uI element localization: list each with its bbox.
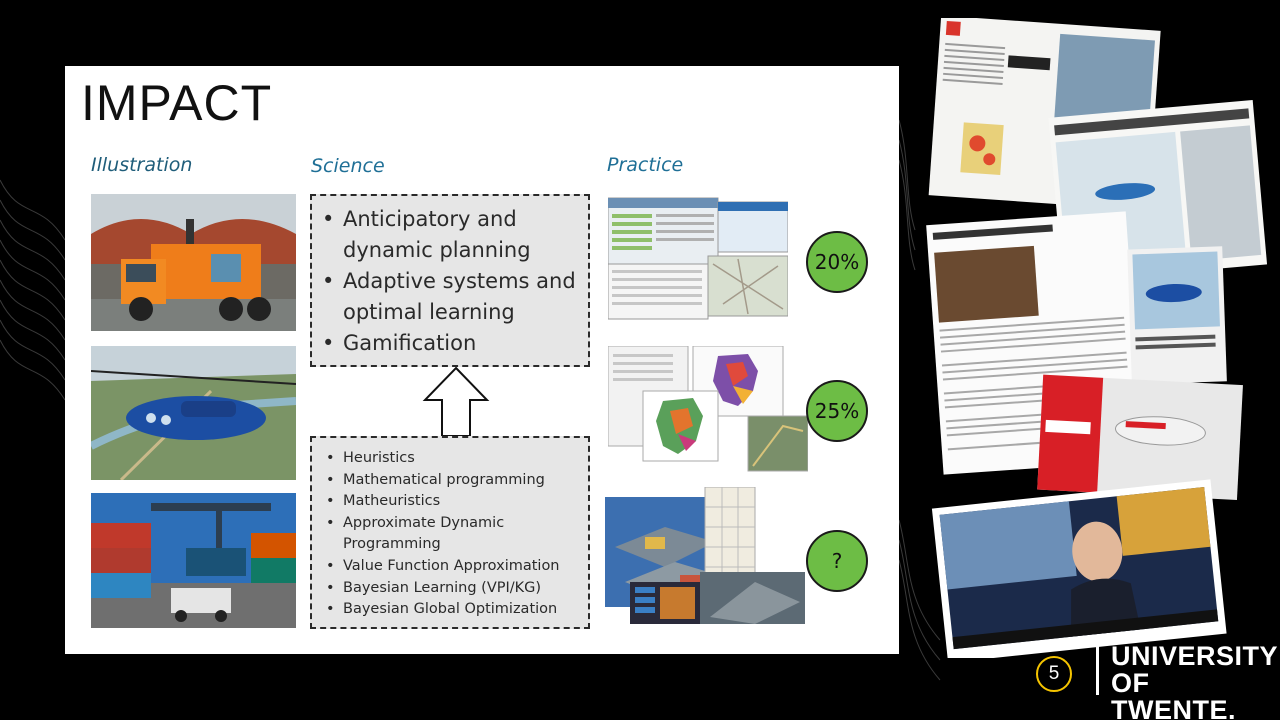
logo-divider <box>1096 643 1099 695</box>
press-clippings-collage <box>905 18 1275 658</box>
netherlands-map-screenshot <box>608 346 808 474</box>
list-item: • Value Function Approximation <box>326 556 588 578</box>
impact-bubble: 20% <box>806 231 868 293</box>
planning-software-screenshot <box>608 194 788 324</box>
column-heading-practice: Practice <box>607 154 684 176</box>
list-item: • Bayesian Learning (VPI/KG) <box>326 578 588 600</box>
logo-line-2: OF TWENTE. <box>1111 668 1236 720</box>
slide-title: IMPACT <box>81 75 273 131</box>
list-item: • Matheuristics <box>326 491 588 513</box>
up-arrow-icon <box>421 366 491 438</box>
techniques-list <box>326 448 588 621</box>
list-item: • Bayesian Global Optimization <box>326 599 588 621</box>
science-topics-list <box>322 204 584 359</box>
logo-line-1: UNIVERSITY <box>1111 641 1279 671</box>
container-crane-photo <box>91 493 296 628</box>
garbage-truck-photo <box>91 194 296 331</box>
impact-bubble: ? <box>806 530 868 592</box>
list-item: • Adaptive systems and optimal learning <box>322 266 584 328</box>
list-item: • Heuristics <box>326 448 588 470</box>
serious-game-screenshot <box>605 487 805 624</box>
list-item: • Gamification <box>322 328 584 359</box>
impact-bubble: 25% <box>806 380 868 442</box>
list-item: • Approximate Dynamic Programming <box>326 513 588 556</box>
list-item: • Anticipatory and dynamic planning <box>322 204 584 266</box>
list-item: • Mathematical programming <box>326 470 588 492</box>
column-heading-illustration: Illustration <box>91 154 193 176</box>
university-logo <box>1111 643 1280 720</box>
column-heading-science: Science <box>311 155 385 177</box>
police-helicopter-photo <box>91 346 296 480</box>
page-number: 5 <box>1036 656 1072 692</box>
